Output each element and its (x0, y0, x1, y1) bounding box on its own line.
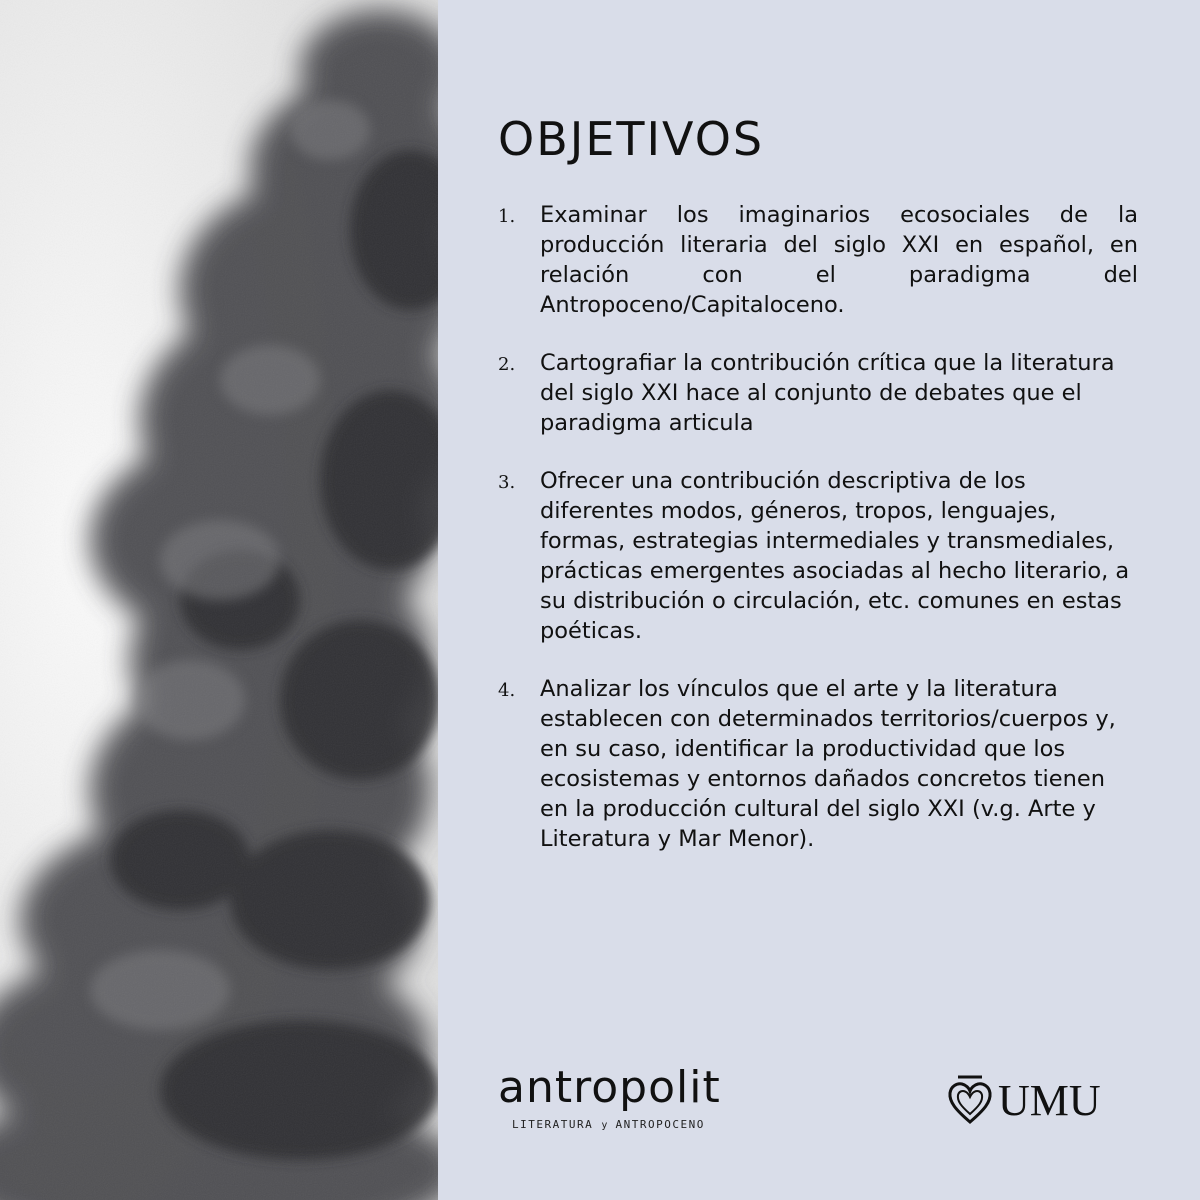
smoke-cloud-image (0, 0, 438, 1200)
page-title: OBJETIVOS (498, 112, 765, 166)
objective-item (498, 466, 1138, 646)
objective-number: 3. (498, 472, 516, 493)
objective-item (498, 674, 1138, 854)
objectives-panel (438, 0, 1200, 1200)
antropolit-logo (498, 1062, 748, 1142)
objective-number: 4. (498, 680, 516, 701)
objective-text: Cartografiar la contribución crítica que la literatura del siglo XXI hace al conjunto de debates que el paradigma articula (540, 350, 1115, 436)
objective-number: 2. (498, 354, 516, 375)
antropolit-wordmark: antropolit (498, 1062, 721, 1113)
umu-logo (946, 1070, 1116, 1130)
tagline-y: y (601, 1120, 608, 1131)
objective-text: Ofrecer una contribución descriptiva de los diferentes modos, géneros, tropos, lenguajes, formas, estrategias intermediales y transmediales, prácticas emergentes asociadas al hecho literario, a su distribución o circulación, etc. comunes en estas poéticas. (540, 468, 1130, 644)
objective-item (498, 348, 1138, 438)
umu-wordmark: UMU (998, 1075, 1101, 1125)
heart-emblem-icon (946, 1074, 994, 1126)
objective-number: 1. (498, 206, 516, 227)
smoke-photo (0, 0, 438, 1200)
tagline-literatura: LITERATURA (512, 1118, 594, 1131)
objectives-list (498, 200, 1138, 882)
objective-text: Analizar los vínculos que el arte y la literatura establecen con determinados territorios/cuerpos y, en su caso, identificar la productividad que los ecosistemas y entornos dañados concretos tienen en la producción cultural del siglo XXI (v.g. Arte y Literatura y Mar Menor). (540, 676, 1116, 852)
objective-item (498, 200, 1138, 320)
antropolit-tagline (512, 1118, 705, 1131)
objective-text: Examinar los imaginarios ecosociales de la producción literaria del siglo XXI en español, en relación con el paradigma del Antropoceno/Capitaloceno. (540, 202, 1138, 318)
tagline-antropoceno: ANTROPOCENO (615, 1118, 705, 1131)
